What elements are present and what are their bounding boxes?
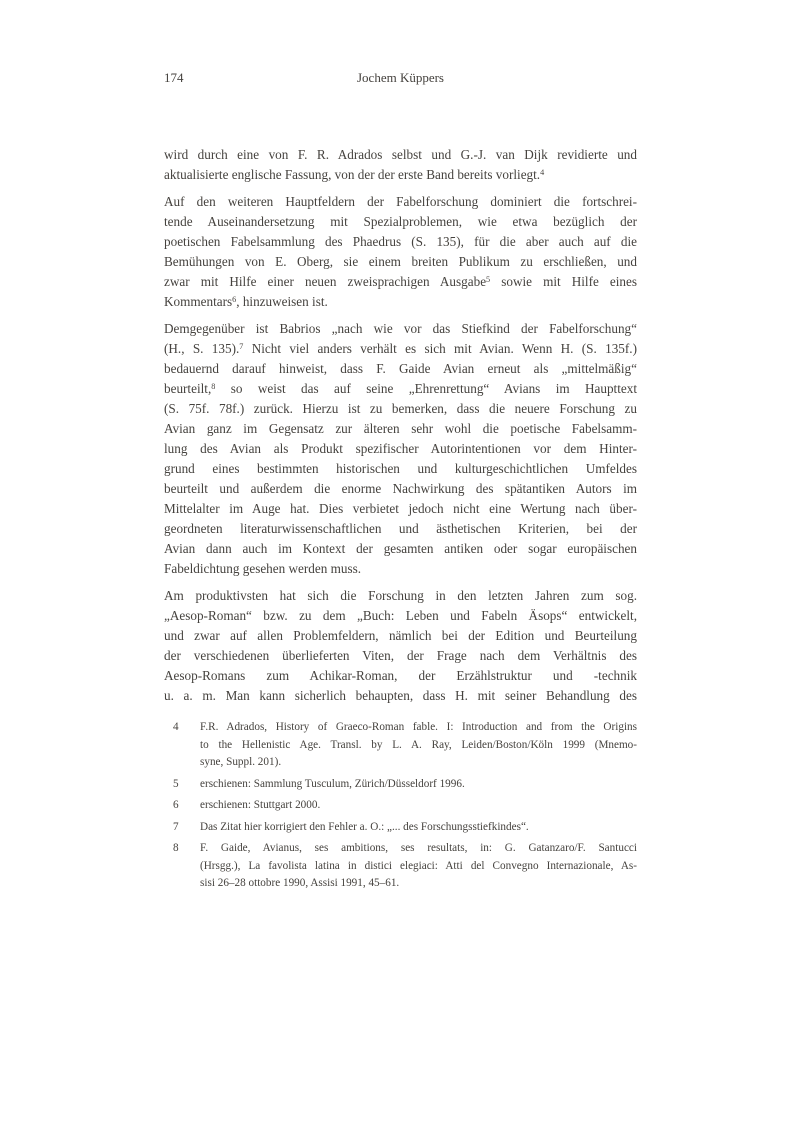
body-line: Mittelalter im Auge hat. Dies verbietet jedoch nicht eine Wertung nach über-	[164, 501, 637, 516]
footnote-line: to the Hellenistic Age. Transl. by L. A. Ray, Leiden/Boston/Köln 1999 (Mnemo-	[200, 738, 637, 751]
footnote-text	[200, 776, 637, 794]
footnote-item	[164, 719, 637, 772]
body-line: Demgegenüber ist Babrios „nach wie vor das Stiefkind der Fabelforschung“	[164, 321, 637, 336]
page-number: 174	[164, 70, 184, 85]
body-line: und zwar auf allen Problemfeldern, nämlich bei der Edition und Beurteilung	[164, 628, 637, 643]
footnote-text	[200, 719, 637, 772]
footnote-marker: 7	[239, 341, 244, 351]
footnote-line: sisi 26–28 ottobre 1990, Assisi 1991, 45–61.	[200, 877, 400, 889]
paragraph	[164, 192, 637, 312]
body-line: tende Auseinandersetzung mit Spezialproblemen, wie etwa bezüglich der	[164, 214, 637, 229]
footnote-item	[164, 840, 637, 893]
body-line: beurteilt,$^8$ so weist das auf seine „Ehrenrettung“ Avians im Haupttext	[164, 381, 637, 396]
body-line: geordneten literaturwissenschaftlichen und ästhetischen Kriterien, bei der	[164, 521, 637, 536]
body-line: zwar mit Hilfe einer neuen zweisprachigen Ausgabe$^5$ sowie mit Hilfe eines	[164, 274, 637, 289]
footnote-item	[164, 797, 637, 815]
body-line: Fabeldichtung gesehen werden muss.	[164, 561, 362, 576]
page-header	[164, 70, 637, 88]
body-line: Kommentars$^6$, hinzuweisen ist.	[164, 294, 328, 309]
footnote-text	[200, 840, 637, 893]
body-line: Avian ganz im Gegensatz zur älteren sehr wohl die poetische Fabelsamm-	[164, 421, 637, 436]
footnote-line: F.R. Adrados, History of Graeco-Roman fable. I: Introduction and from the Origins	[200, 721, 637, 733]
footnote-marker: 6	[232, 294, 237, 304]
paragraph	[164, 319, 637, 579]
body-line: der verschiedenen überlieferten Viten, der Frage nach dem Verhältnis des	[164, 648, 637, 663]
body-line: Am produktivsten hat sich die Forschung in den letzten Jahren zum sog.	[164, 588, 637, 603]
body-line: Auf den weiteren Hauptfeldern der Fabelforschung dominiert die fortschrei-	[164, 194, 637, 209]
footnote-line: erschienen: Stuttgart 2000.	[200, 799, 321, 811]
body-line: „Aesop-Roman“ bzw. zu dem „Buch: Leben und Fabeln Äsops“ entwickelt,	[164, 608, 637, 623]
footnote-line: F. Gaide, Avianus, ses ambitions, ses resultats, in: G. Gatanzaro/F. Santucci	[200, 842, 637, 854]
footnote-marker: 5	[486, 274, 491, 284]
footnote-marker: 8	[211, 381, 216, 391]
footnotes	[164, 719, 637, 897]
footnote-number: 5	[173, 777, 179, 790]
footnote-line: erschienen: Sammlung Tusculum, Zürich/Düsseldorf 1996.	[200, 777, 465, 790]
footnote-item	[164, 819, 637, 837]
footnote-line: Das Zitat hier korrigiert den Fehler a. O.: „... des Forschungsstiefkindes“.	[200, 820, 529, 833]
footnote-marker: 4	[540, 167, 545, 177]
body-line: beurteilt und außerdem die enorme Nachwirkung des spätantiken Autors im	[164, 481, 637, 496]
footnote-item	[164, 776, 637, 794]
body-line: aktualisierte englische Fassung, von der der erste Band bereits vorliegt.$^4$	[164, 167, 545, 182]
footnote-text	[200, 819, 637, 837]
body-line: Aesop-Romans zum Achikar-Roman, der Erzählstruktur und -technik	[164, 668, 637, 683]
body-paragraphs	[164, 145, 637, 713]
body-line: wird durch eine von F. R. Adrados selbst und G.-J. van Dijk revidierte und	[164, 147, 637, 162]
footnote-text	[200, 797, 637, 815]
running-title: Jochem Küppers	[356, 70, 444, 85]
body-line: poetischen Fabelsammlung des Phaedrus (S. 135), für die aber auch auf die	[164, 234, 637, 249]
body-line: Bemühungen von E. Oberg, sie einem breiten Publikum zu erschließen, und	[164, 254, 637, 269]
body-line: u. a. m. Man kann sicherlich behaupten, dass H. mit seiner Behandlung des	[164, 688, 637, 703]
paragraph	[164, 145, 637, 185]
footnote-line: syne, Suppl. 201).	[200, 756, 282, 768]
body-line: Avian dann auch im Kontext der gesamten antiken oder sogar europäischen	[164, 541, 637, 556]
footnote-number: 6	[173, 799, 179, 811]
footnote-line: (Hrsgg.), La favolista latina in distici elegiaci: Atti del Convegno Internazionale, As-	[200, 859, 637, 872]
body-line: (H., S. 135).$^7$ Nicht viel anders verhält es sich mit Avian. Wenn H. (S. 135f.)	[164, 341, 637, 356]
body-line: grund eines bestimmten historischen und kulturgeschichtlichen Umfeldes	[164, 461, 637, 476]
footnote-number: 8	[173, 842, 179, 854]
footnote-number: 7	[173, 820, 179, 833]
body-line: lung des Avian als Produkt spezifischer Autorintentionen vor dem Hinter-	[164, 441, 637, 456]
footnote-number: 4	[173, 721, 179, 733]
body-line: (S. 75f. 78f.) zurück. Hierzu ist zu bemerken, dass die neuere Forschung zu	[164, 401, 637, 416]
paragraph	[164, 586, 637, 706]
body-line: bedauernd darauf hinweist, dass F. Gaide Avian erneut als „mittelmäßig“	[164, 361, 637, 376]
